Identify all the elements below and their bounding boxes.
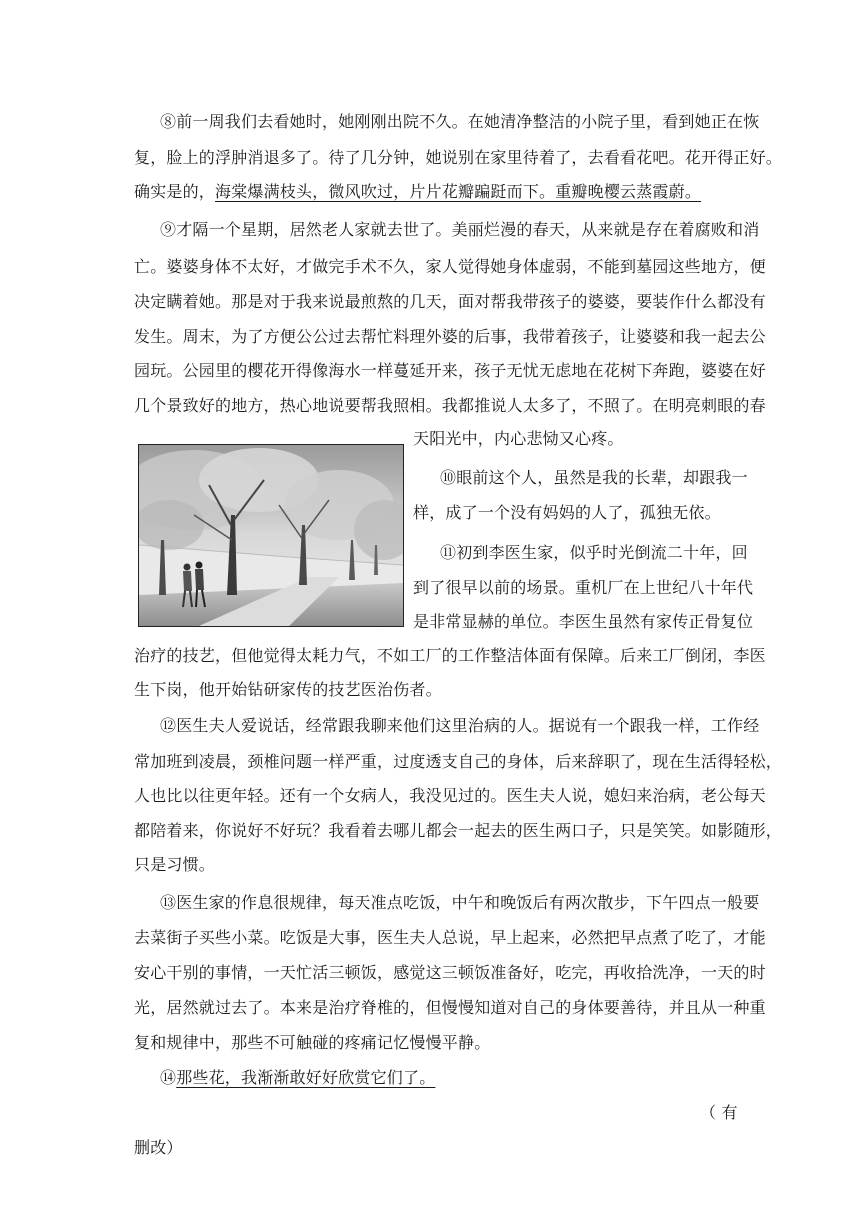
paragraph-11-line-3: 是非常显赫的单位。李医生虽然有家传正骨复位	[413, 612, 754, 631]
paragraph-11-line-2: 到了很早以前的场景。重机厂在上世纪八十年代	[413, 578, 754, 597]
paragraph-10-line-1: ⑩眼前这个人，虽然是我的长辈，却跟我一	[440, 468, 748, 487]
underlined-sentence-flowers: 海棠爆满枝头，微风吹过，片片花瓣蹁跹而下。重瓣晚樱云蒸霞蔚。	[215, 182, 702, 201]
note-part-2: 删改）	[134, 1138, 183, 1157]
underlined-sentence-appreciate: 那些花，我渐渐敢好好欣赏它们了。	[176, 1068, 436, 1087]
paragraph-9-line-3: 决定瞒着她。那是对于我来说最煎熬的几天，面对帮我带孩子的婆婆，要装作什么都没有	[134, 292, 766, 311]
park-illustration	[138, 444, 404, 627]
paragraph-13-line-1: ⑬医生家的作息很规律，每天准点吃饭，中午和晚饭后有两次散步，下午四点一般要	[160, 893, 760, 912]
paragraph-11-line-5: 生下岗，他开始钻研家传的技艺医治伤者。	[134, 680, 442, 699]
paragraph-11-line-4: 治疗的技艺，但他觉得太耗力气，不如工厂的工作整洁体面有保障。后来工厂倒闭，李医	[134, 646, 766, 665]
park-trees-sketch	[139, 445, 403, 626]
paragraph-14	[160, 1068, 435, 1088]
paragraph-10-line-2: 样，成了一个没有妈妈的人了，孤独无依。	[413, 503, 721, 522]
paragraph-12-line-2: 常加班到凌晨，颈椎问题一样严重，过度透支自己的身体，后来辞职了，现在生活得轻松，	[134, 752, 783, 771]
paragraph-9-line-5: 园玩。公园里的樱花开得像海水一样蔓延开来，孩子无忧无虑地在花树下奔跑，婆婆在好	[134, 361, 766, 380]
paragraph-13-line-2: 去菜街子买些小菜。吃饭是大事，医生夫人总说，早上起来，必然把早点煮了吃了，才能	[134, 928, 766, 947]
paragraph-12-line-1: ⑫医生夫人爱说话，经常跟我聊来他们这里治病的人。据说有一个跟我一样，工作经	[160, 716, 760, 735]
paragraph-11-line-1: ⑪初到李医生家，似乎时光倒流二十年，回	[440, 543, 748, 562]
note-part-1: （ 有	[700, 1103, 738, 1122]
paragraph-12-line-5: 只是习惯。	[134, 855, 216, 874]
paragraph-13-line-4: 光，居然就过去了。本来是治疗脊椎的，但慢慢知道对自己的身体要善待，并且从一种重	[134, 998, 766, 1017]
paragraph-13-line-3: 安心干别的事情，一天忙活三顿饭，感觉这三顿饭准备好，吃完，再收拾洗净，一天的时	[134, 963, 766, 982]
paragraph-8-line-3	[134, 182, 701, 202]
paragraph-8-line-2: 复，脸上的浮肿消退多了。待了几分钟，她说别在家里待着了，去看看花吧。花开得正好。	[134, 148, 783, 167]
paragraph-9-line-2: 亡。婆婆身体不太好，才做完手术不久，家人觉得她身体虚弱，不能到墓园这些地方，便	[134, 257, 766, 276]
paragraph-12-line-4: 都陪着来，你说好不好玩？我看着去哪儿都会一起去的医生两口子，只是笑笑。如影随形，	[134, 821, 783, 840]
paragraph-14-number: ⑭	[160, 1068, 177, 1087]
paragraph-9-line-1: ⑨才隔一个星期，居然老人家就去世了。美丽烂漫的春天，从来就是存在着腐败和消	[160, 220, 760, 239]
paragraph-9-line-7: 天阳光中，内心悲恸又心疼。	[413, 429, 624, 448]
paragraph-8-line-3-prefix: 确实是的，	[134, 182, 216, 201]
paragraph-12-line-3: 人也比以往更年轻。还有一个女病人，我没见过的。医生夫人说，媳妇来治病，老公每天	[134, 786, 766, 805]
paragraph-9-line-6: 几个景致好的地方，热心地说要帮我照相。我都推说人太多了，不照了。在明亮刺眼的春	[134, 396, 766, 415]
paragraph-8-line-1: ⑧前一周我们去看她时，她刚刚出院不久。在她清净整洁的小院子里，看到她正在恢	[160, 112, 760, 131]
paragraph-13-line-5: 复和规律中，那些不可触碰的疼痛记忆慢慢平静。	[134, 1033, 491, 1052]
paragraph-9-line-4: 发生。周末，为了方便公公过去帮忙料理外婆的后事，我带着孩子，让婆婆和我一起去公	[134, 327, 766, 346]
